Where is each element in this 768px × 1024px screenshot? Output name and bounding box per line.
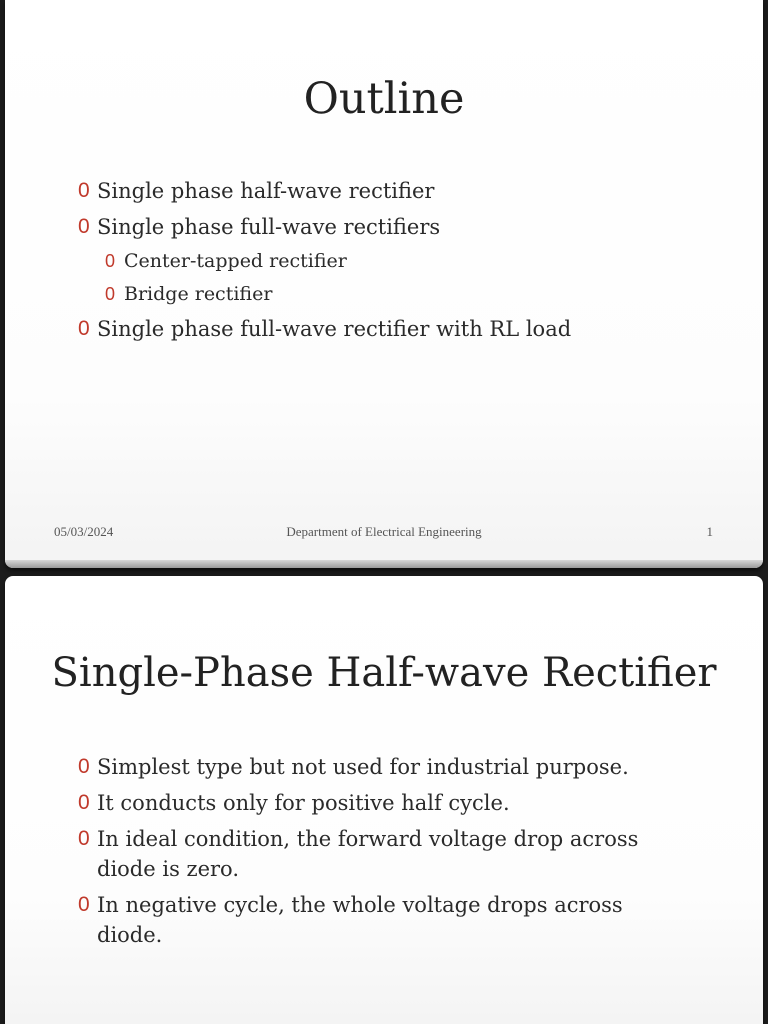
sub-list-item xyxy=(105,278,718,311)
bullet-marker-icon: 0 xyxy=(105,284,116,304)
bullet-text: Bridge rectifier xyxy=(124,283,273,305)
bullet-text: Single phase half-wave rectifier xyxy=(97,179,435,203)
slide-title: Single-Phase Half-wave Rectifier xyxy=(51,650,717,696)
bullet-marker-icon: 0 xyxy=(78,179,90,202)
bullet-text: Simplest type but not used for industrial purpose. xyxy=(97,755,629,779)
footer-date: 05/03/2024 xyxy=(54,524,114,539)
footer-page-number: 1 xyxy=(706,524,713,539)
bullet-marker-icon: 0 xyxy=(78,317,90,340)
list-item xyxy=(78,890,678,950)
bullet-text: Center-tapped rectifier xyxy=(124,250,347,272)
list-item xyxy=(78,824,678,884)
bullet-marker-icon: 0 xyxy=(78,755,90,778)
bullet-list xyxy=(78,173,718,347)
slide-2 xyxy=(5,576,763,1024)
bullet-marker-icon: 0 xyxy=(78,893,90,916)
list-item xyxy=(78,173,718,209)
bullet-text: Single phase full-wave rectifiers xyxy=(97,215,441,239)
bullet-marker-icon: 0 xyxy=(78,791,90,814)
bullet-text: In negative cycle, the whole voltage drops across diode. xyxy=(97,893,623,947)
sub-list-item xyxy=(105,245,718,278)
list-item xyxy=(78,752,678,782)
footer-department: Department of Electrical Engineering xyxy=(286,524,482,539)
list-item xyxy=(78,209,718,245)
slide-title: Outline xyxy=(303,74,465,124)
list-item xyxy=(78,788,678,818)
bullet-list xyxy=(78,752,678,956)
list-item xyxy=(78,311,718,347)
bullet-marker-icon: 0 xyxy=(105,251,116,271)
bullet-marker-icon: 0 xyxy=(78,827,90,850)
bullet-text: It conducts only for positive half cycle. xyxy=(97,791,510,815)
slide-1 xyxy=(5,0,763,568)
bullet-text: Single phase full-wave rectifier with RL load xyxy=(97,317,572,341)
bullet-marker-icon: 0 xyxy=(78,215,90,238)
bullet-text: In ideal condition, the forward voltage drop across diode is zero. xyxy=(97,827,639,881)
